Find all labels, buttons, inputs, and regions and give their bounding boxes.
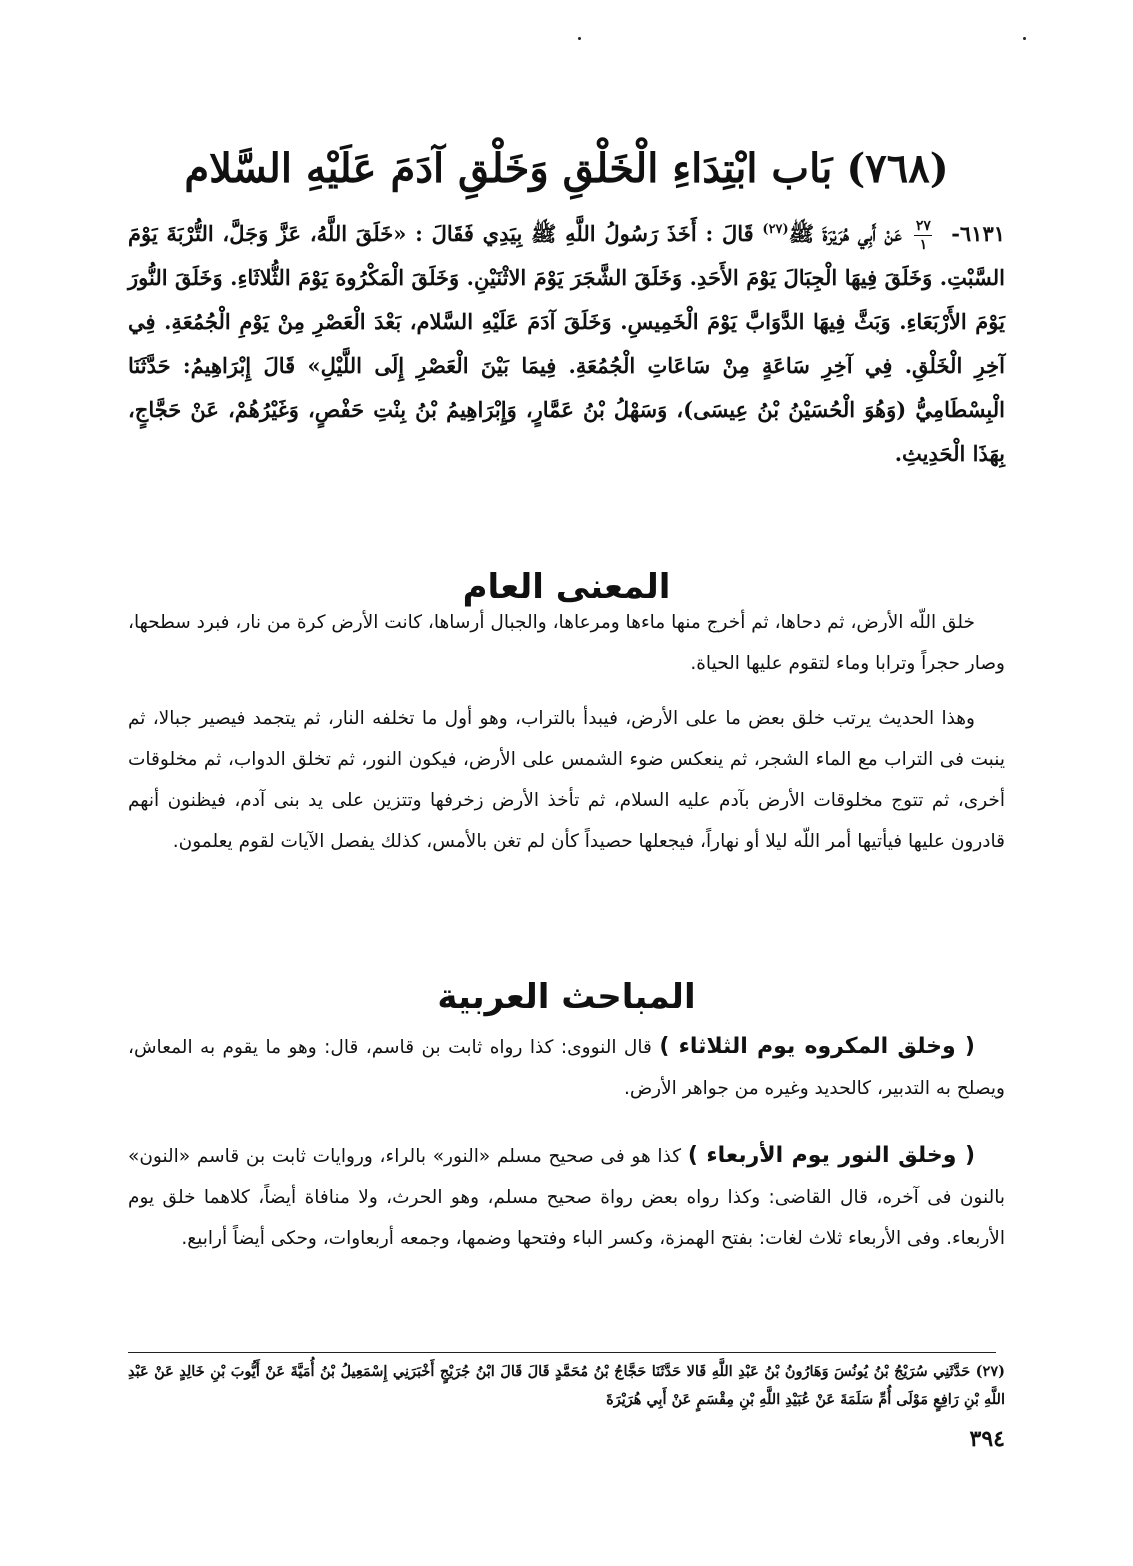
chapter-title: (٧٦٨) بَاب ابْتِدَاءِ الْخَلْقِ وَخَلْقِ آدَمَ عَلَيْهِ السَّلام <box>184 144 949 192</box>
hadith-number: ٦١٣١- <box>951 221 1006 246</box>
hadith-reference <box>914 219 932 252</box>
topic-paragraph <box>128 1026 1005 1109</box>
topic-text: كذا هو فى صحيح مسلم «النور» بالراء، وروايات ثابت بن قاسم «النون» بالنون فى آخره، قال القاضى: وكذا رواه بعض رواة صحيح مسلم، وهو الحرث، ولا منافاة أيضاً، كلاهما خلق يوم الأربعاء. وفى الأربعاء ثلاث لغات: بفتح الهمزة، وكسر الباء وفتحها وضمها، وجمعه أربعاوات، وحكى أيضاً أرابيع. <box>128 1146 1005 1249</box>
scan-speck <box>1023 37 1026 40</box>
page-number: ٣٩٤ <box>969 1426 1005 1452</box>
footnote: (٢٧) حَدَّثَنِي سُرَيْجُ بْنُ يُونُسَ وَهَارُونُ بْنُ عَبْدِ اللَّهِ قَالا حَدَّثَنَا حَجَّاجُ بْنُ مُحَمَّدٍ قَالَ قَالَ ابْنُ جُرَيْجٍ أَخْبَرَنِي إِسْمَعِيلُ بْنُ أُمَيَّةَ عَنْ أَيُّوبَ بْنِ خَالِدٍ عَنْ عَبْدِ اللَّهِ بْنِ رَافِعٍ مَوْلَى أُمِّ سَلَمَةَ عَنْ عُبَيْدِ اللَّهِ بْنِ مِقْسَمٍ عَنْ أَبِي هُرَيْرَةَ <box>128 1363 1005 1408</box>
hadith-block <box>128 208 1005 476</box>
scan-speck <box>578 37 581 40</box>
footnote-divider <box>128 1352 996 1353</box>
topic-text: قال النووى: كذا رواه ثابت بن قاسم، قال: وهو ما يقوم به المعاش، ويصلح به التدبير، كالحديد وغيره من جواهر الأرض. <box>128 1037 1005 1099</box>
fraction-bar <box>914 235 932 236</box>
hadith-ref-bottom: ١ <box>919 237 928 253</box>
hadith-text: قَالَ : أَخَذَ رَسُولُ اللَّهِ ﷺ بِيَدِي فَقَالَ : «خَلَقَ اللَّهُ، عَزَّ وَجَلَّ، التُّرْبَةَ يَوْمَ السَّبْتِ. وَخَلَقَ فِيهَا الْجِبَالَ يَوْمَ الأَحَدِ. وَخَلَقَ الشَّجَرَ يَوْمَ الاثْنَيْنِ. وَخَلَقَ الْمَكْرُوهَ يَوْمَ الثُّلاثَاءِ. وَخَلَقَ النُّورَ يَوْمَ الأَرْبَعَاءِ. وَبَثَّ فِيهَا الدَّوَابَّ يَوْمَ الْخَمِيسِ. وَخَلَقَ آدَمَ عَلَيْهِ السَّلام، بَعْدَ الْعَصْرِ مِنْ يَوْمِ الْجُمُعَةِ. فِي آخِرِ الْخَلْقِ. فِي آخِرِ سَاعَةٍ مِنْ سَاعَاتِ الْجُمُعَةِ. فِيمَا بَيْنَ الْعَصْرِ إِلَى اللَّيْلِ» قَالَ إِبْرَاهِيمُ: حَدَّثَنَا الْبِسْطَامِيُّ (وَهُوَ الْحُسَيْنُ بْنُ عِيسَى)، وَسَهْلُ بْنُ عَمَّارٍ، وَإِبْرَاهِيمُ بْنُ بِنْتِ حَفْصٍ، وَغَيْرُهُمْ، عَنْ حَجَّاجٍ، بِهَذَا الْحَدِيثِ. <box>128 221 1005 466</box>
section-heading-arabic-topics: المباحث العربية <box>437 977 696 1018</box>
topic-paragraph <box>128 1135 1005 1259</box>
topic-lead: ( وخلق المكروه يوم الثلاثاء ) <box>659 1034 975 1059</box>
topic-lead: ( وخلق النور يوم الأربعاء ) <box>687 1143 975 1168</box>
footnote-marker[interactable]: (٢٧) <box>762 222 789 237</box>
paragraph: خلق اللّه الأرض، ثم دحاها، ثم أخرج منها ماءها ومرعاها، والجبال أرساها، كانت الأرض كرة من نار، فبرد سطحها، وصار حجراً وترابا وماء لتقوم عليها الحياة. <box>128 612 1005 674</box>
hadith-ref-top: ٢٧ <box>915 218 931 234</box>
hadith-text-opening: عَنْ أَبِي هُرَيْرَةَ ﷺ <box>788 221 902 246</box>
section-heading-general-meaning: المعنى العام <box>462 567 671 608</box>
paragraph: وهذا الحديث يرتب خلق بعض ما على الأرض، فيبدأ بالتراب، وهو أول ما تخلفه النار، ثم يتجمد فيصير جبالا، ثم ينبت فى التراب مع الماء الشجر، ثم ينعكس ضوء الشمس على الأرض، فيكون النور، ثم تخلق الدواب، ثم مخلوقات أخرى، ثم تتوج مخلوقات الأرض بآدم عليه السلام، ثم تأخذ الأرض زخرفها وتتزين على يد بنى آدم، فيظنون أنهم قادرون عليها فيأتيها أمر اللّه ليلا أو نهاراً، فيجعلها حصيداً كأن لم تغن بالأمس، كذلك يفصل الآيات لقوم يعلمون. <box>128 708 1005 852</box>
